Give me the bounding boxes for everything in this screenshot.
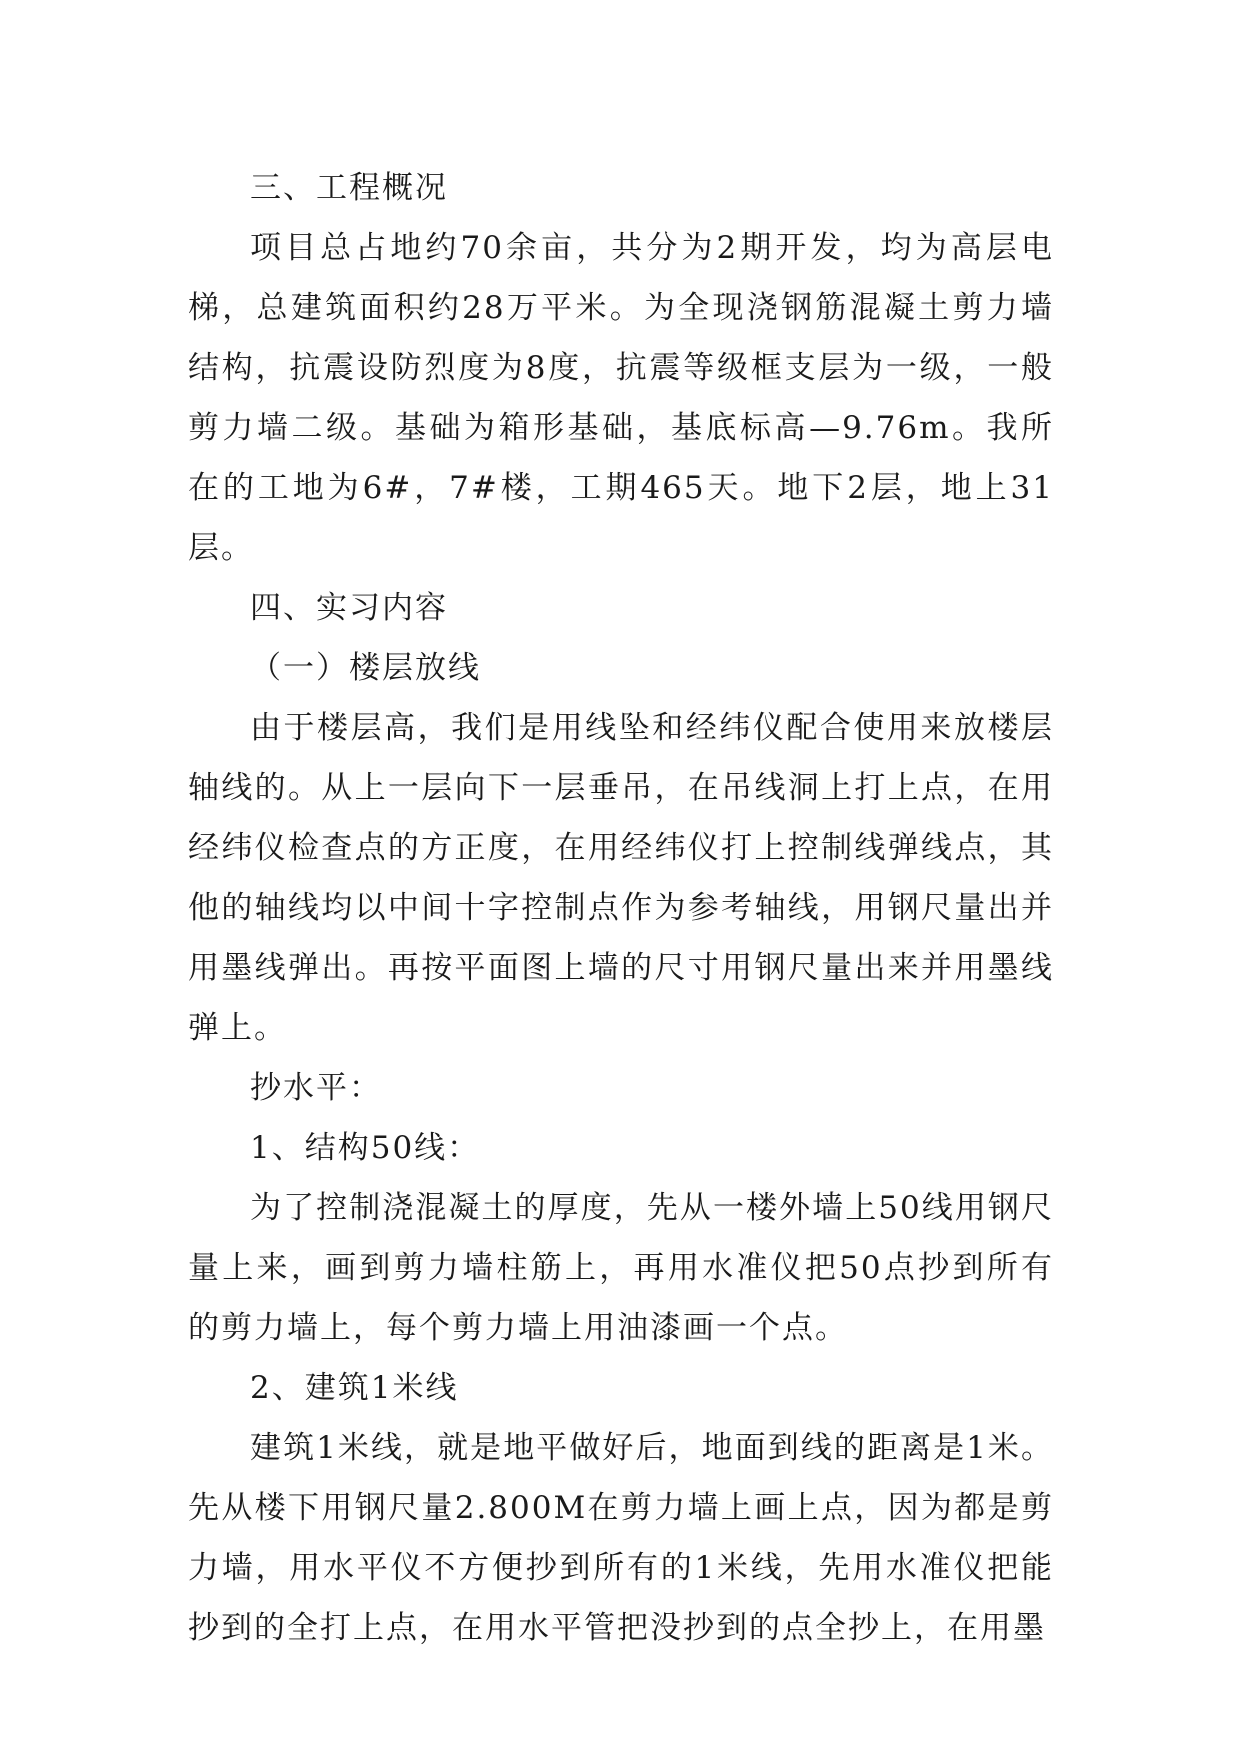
document-page	[188, 158, 1054, 1658]
paragraph-project-overview: 项目总占地约70余亩，共分为2期开发，均为高层电梯，总建筑面积约28万平米。为全现浇钢筋混凝土剪力墙结构，抗震设防烈度为8度，抗震等级框支层为一级，一般剪力墙二级。基础为箱形基础，基底标高—9.76m。我所在的工地为6#，7#楼，工期465天。地下2层，地上31层。	[188, 230, 1054, 566]
section-heading-internship-content: 四、实习内容	[250, 590, 448, 626]
heading-leveling: 抄水平：	[250, 1070, 382, 1106]
paragraph-floor-layout: 由于楼层高，我们是用线坠和经纬仪配合使用来放楼层轴线的。从上一层向下一层垂吊，在吊线洞上打上点，在用经纬仪检查点的方正度，在用经纬仪打上控制线弹线点，其他的轴线均以中间十字控制点作为参考轴线，用钢尺量出并用墨线弹出。再按平面图上墙的尺寸用钢尺量出来并用墨线弹上。	[188, 710, 1054, 1046]
paragraph-structural-50-line: 为了控制浇混凝土的厚度，先从一楼外墙上50线用钢尺量上来，画到剪力墙柱筋上，再用水准仪把50点抄到所有的剪力墙上，每个剪力墙上用油漆画一个点。	[188, 1190, 1054, 1346]
heading-structural-50-line: 1、结构50线：	[250, 1130, 481, 1166]
subsection-heading-floor-layout: （一）楼层放线	[250, 650, 481, 686]
paragraph-building-1m-line: 建筑1米线，就是地平做好后，地面到线的距离是1米。先从楼下用钢尺量2.800M在剪力墙上画上点，因为都是剪力墙，用水平仪不方便抄到所有的1米线，先用水准仪把能抄到的全打上点，在用水平管把没抄到的点全抄上，在用墨	[188, 1430, 1054, 1646]
section-heading-project-overview: 三、工程概况	[250, 170, 448, 206]
heading-building-1m-line: 2、建筑1米线	[250, 1370, 459, 1406]
